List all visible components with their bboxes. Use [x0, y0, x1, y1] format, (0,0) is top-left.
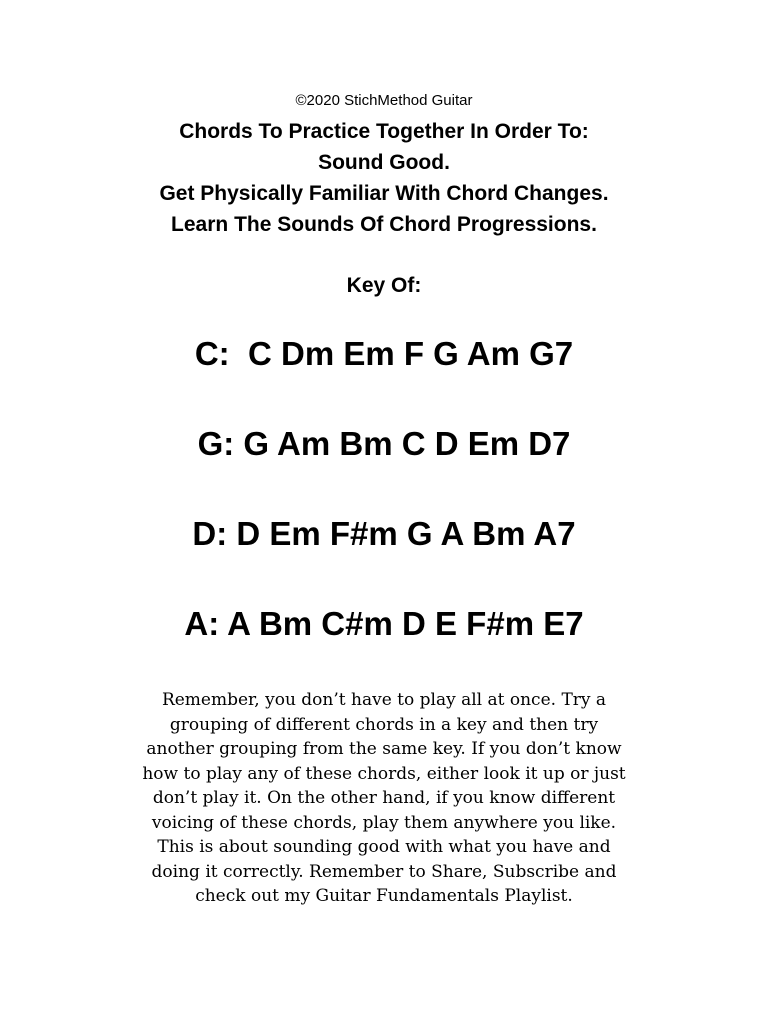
key-c-chords: C: C Dm Em F G Am G7 — [194, 335, 574, 372]
heading-line: Chords To Practice Together In Order To: — [179, 120, 589, 143]
intro-headings — [0, 116, 768, 240]
practice-note — [84, 688, 684, 909]
note-line: Remember, you don’t have to play all at once. Try a — [161, 690, 607, 710]
note-line: voicing of these chords, play them anywhere you like. — [151, 812, 617, 833]
heading-line: Get Physically Familiar With Chord Changes. — [159, 182, 609, 205]
heading-line: Sound Good. — [318, 151, 450, 174]
note-line: don’t play it. On the other hand, if you know different — [152, 788, 616, 808]
key-a-chords: A: A Bm C#m D E F#m E7 — [184, 605, 584, 642]
heading-line: Learn The Sounds Of Chord Progressions. — [171, 213, 597, 236]
note-line: This is about sounding good with what you have and — [157, 837, 611, 857]
note-line: how to play any of these chords, either look it up or just — [142, 763, 626, 784]
note-line: doing it correctly. Remember to Share, Subscribe and — [151, 861, 617, 882]
note-line: check out my Guitar Fundamentals Playlist. — [195, 886, 573, 906]
key-d-chords: D: D Em F#m G A Bm A7 — [192, 515, 576, 552]
copyright-notice: ©2020 StichMethod Guitar — [295, 92, 473, 109]
note-line: grouping of different chords in a key and then try — [169, 714, 599, 735]
note-line: another grouping from the same key. If you don’t know — [146, 739, 622, 759]
key-of-label: Key Of: — [346, 274, 422, 297]
key-g-chords: G: G Am Bm C D Em D7 — [197, 425, 571, 462]
